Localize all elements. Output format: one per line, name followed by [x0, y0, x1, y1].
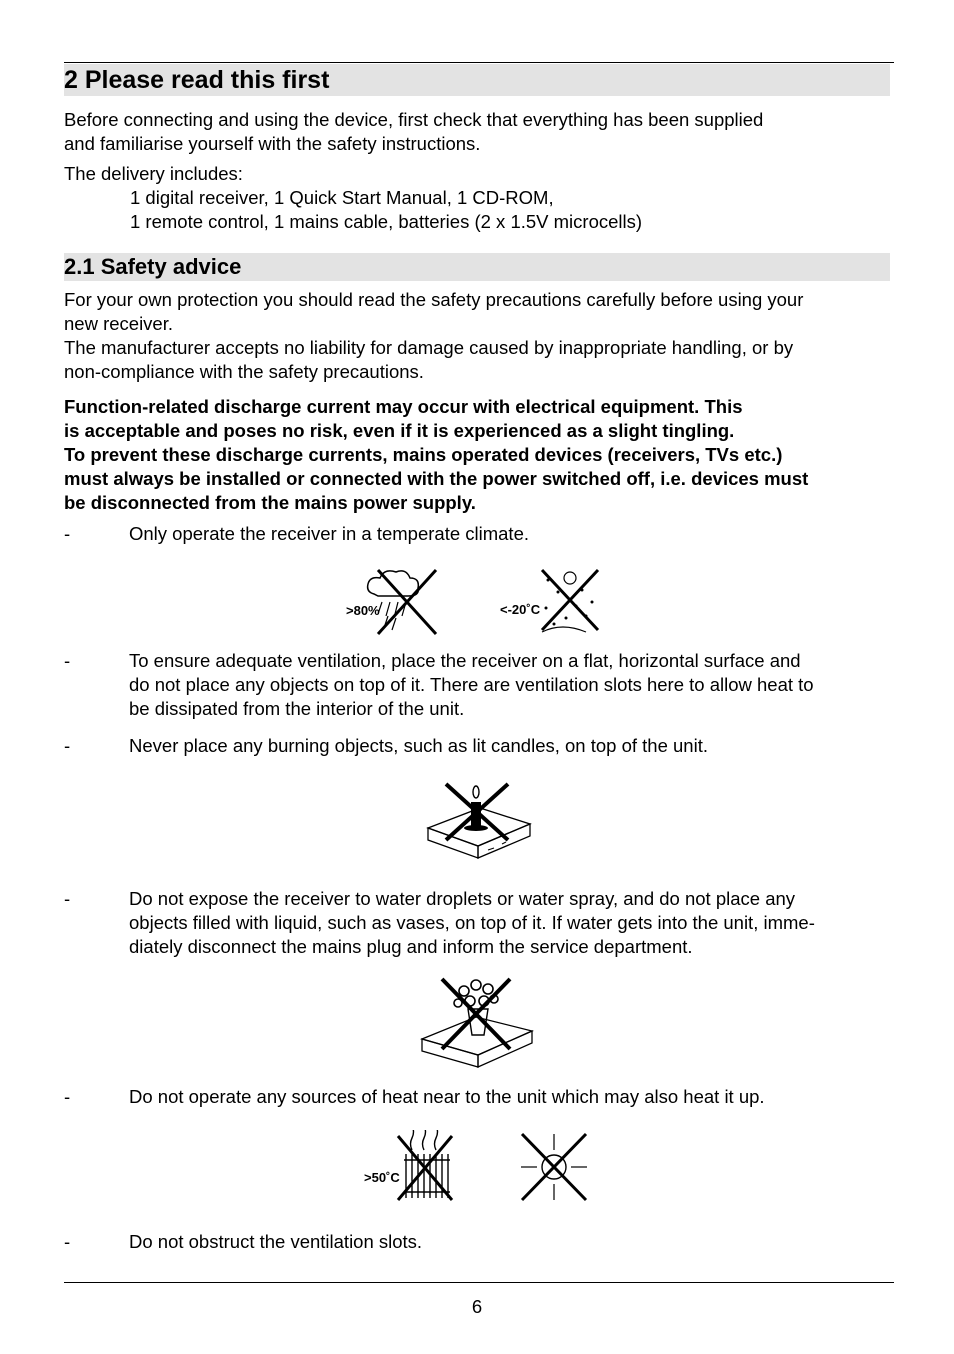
paragraph-line: For your own protection you should read the safety precautions carefully before using your — [64, 289, 804, 310]
warning-line: Function-related discharge current may occur with electrical equipment. This — [64, 396, 743, 417]
radiator-icon — [362, 1130, 458, 1206]
bullet-text: Do not obstruct the ventilation slots. — [129, 1231, 423, 1252]
bullet-text: diately disconnect the mains plug and inform the service department. — [129, 936, 693, 957]
section-heading: 2 Please read this first — [64, 64, 890, 96]
bullet-text: objects filled with liquid, such as vases, on top of it. If water gets into the unit, imme- — [129, 912, 815, 933]
cold-icon — [498, 566, 602, 638]
bullet-marker: - — [64, 523, 71, 544]
intro-line: and familiarise yourself with the safety instructions. — [64, 133, 481, 154]
delivery-item: 1 remote control, 1 mains cable, batteries (2 x 1.5V microcells) — [130, 211, 643, 232]
warning-line: be disconnected from the mains power supply. — [64, 492, 476, 513]
bullet-text: do not place any objects on top of it. There are ventilation slots here to allow heat to — [129, 674, 814, 695]
top-rule — [64, 62, 894, 63]
bullet-marker: - — [64, 888, 71, 909]
intro-line: Before connecting and using the device, first check that everything has been supplied — [64, 109, 764, 130]
footer-rule — [64, 1282, 894, 1283]
candle-icon — [424, 778, 534, 866]
paragraph-line: non-compliance with the safety precautions. — [64, 361, 424, 382]
vase-icon — [418, 975, 538, 1073]
heat-label: >50˚C — [364, 1170, 400, 1185]
page-number: 6 — [471, 1296, 483, 1317]
cold-label: <-20˚C — [500, 602, 541, 617]
bullet-text: Only operate the receiver in a temperate climate. — [129, 523, 529, 544]
subsection-heading: 2.1 Safety advice — [64, 253, 890, 281]
delivery-label: The delivery includes: — [64, 163, 243, 184]
bullet-marker: - — [64, 650, 71, 671]
sun-icon — [518, 1130, 590, 1204]
paragraph-line: The manufacturer accepts no liability for damage caused by inappropriate handling, or by — [64, 337, 794, 358]
bullet-text: Do not expose the receiver to water droplets or water spray, and do not place any — [129, 888, 796, 909]
bullet-text: Do not operate any sources of heat near to the unit which may also heat it up. — [129, 1086, 765, 1107]
humidity-label: >80% — [346, 603, 380, 618]
warning-line: must always be installed or connected with the power switched off, i.e. devices must — [64, 468, 809, 489]
bullet-marker: - — [64, 1231, 71, 1252]
bullet-text: be dissipated from the interior of the unit. — [129, 698, 465, 719]
warning-line: is acceptable and poses no risk, even if it is experienced as a slight tingling. — [64, 420, 735, 441]
warning-line: To prevent these discharge currents, mains operated devices (receivers, TVs etc.) — [64, 444, 783, 465]
delivery-item: 1 digital receiver, 1 Quick Start Manual, 1 CD-ROM, — [130, 187, 554, 208]
paragraph-line: new receiver. — [64, 313, 173, 334]
bullet-marker: - — [64, 1086, 71, 1107]
humidity-icon — [344, 566, 440, 638]
bullet-text: To ensure adequate ventilation, place the receiver on a flat, horizontal surface and — [129, 650, 801, 671]
bullet-text: Never place any burning objects, such as lit candles, on top of the unit. — [129, 735, 708, 756]
bullet-marker: - — [64, 735, 71, 756]
